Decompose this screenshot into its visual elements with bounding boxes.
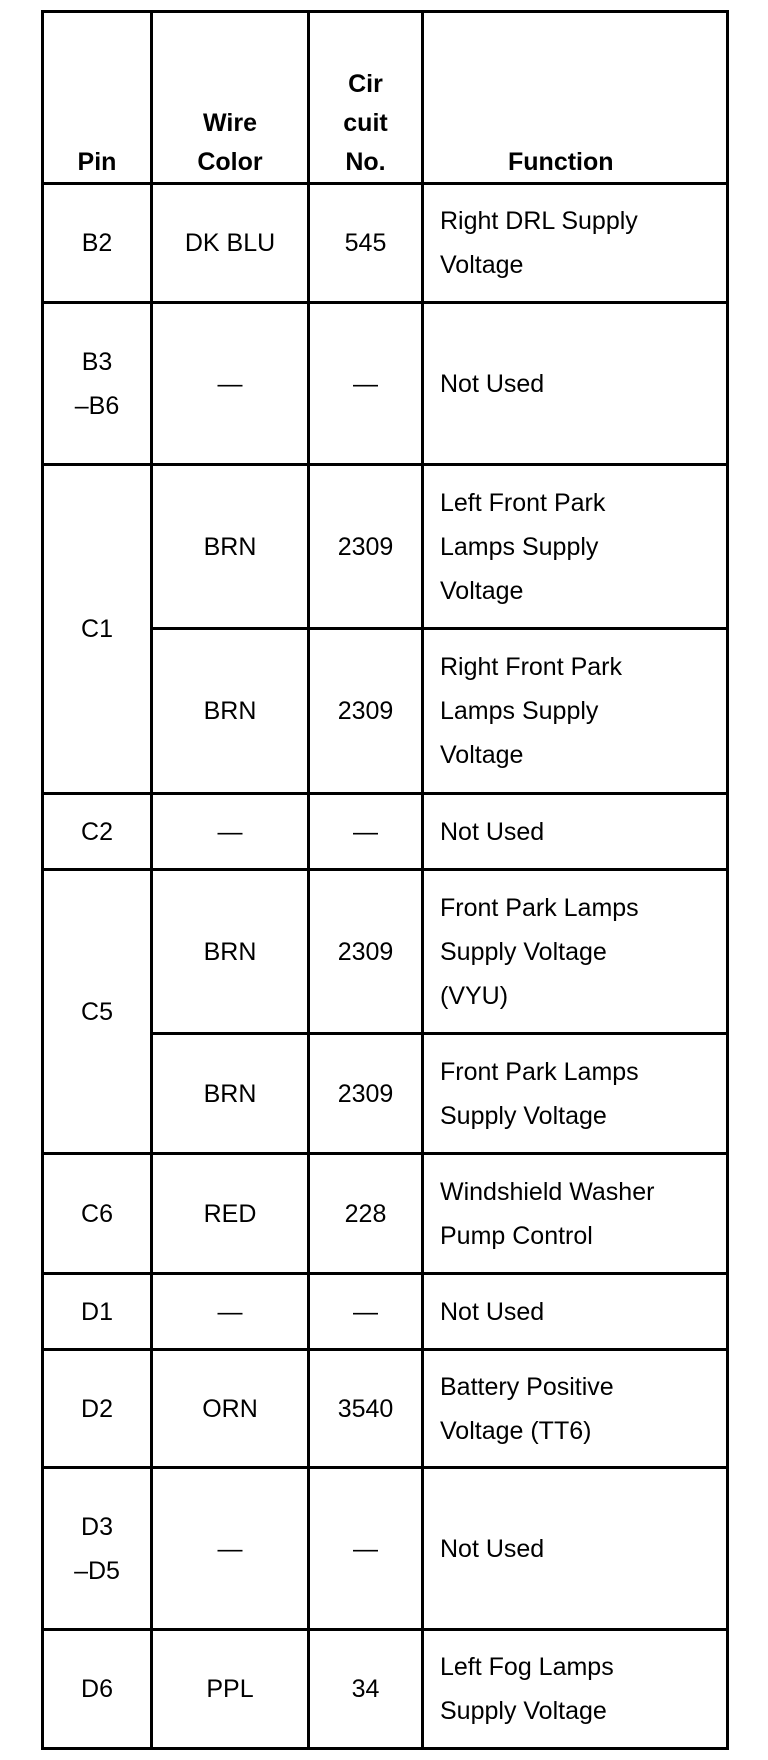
header-pin-text: Pin [77, 148, 117, 176]
wire-color-cell: BRN [152, 465, 309, 629]
pin-cell [43, 870, 152, 1154]
wire-color-cell: — [152, 794, 309, 870]
table-row [43, 1468, 728, 1630]
circuit-cell: 3540 [309, 1350, 423, 1468]
pin-line: B3 [81, 347, 113, 376]
circuit-cell: 545 [309, 184, 423, 303]
function-line: Front Park Lamps [440, 893, 639, 922]
pin-line: D1 [81, 1297, 113, 1326]
header-row [43, 12, 728, 184]
function-cell [423, 184, 728, 303]
header-circuit-line: cuit [343, 109, 388, 137]
table-row [43, 1350, 728, 1468]
function-line: Right Front Park [440, 653, 623, 681]
header-pin [43, 12, 152, 184]
function-line: Pump Control [440, 1221, 593, 1250]
function-line: Windshield Washer [440, 1177, 655, 1206]
table-row [43, 184, 728, 303]
table-row [43, 1274, 728, 1350]
function-line: Battery Positive [440, 1372, 614, 1401]
pin-line: B2 [81, 229, 113, 257]
function-line: Not Used [440, 1534, 545, 1563]
function-line: Right DRL Supply [440, 207, 638, 235]
wire-color-cell: ORN [152, 1350, 309, 1468]
table-row [43, 303, 728, 465]
function-cell [423, 1154, 728, 1274]
pin-line: D6 [81, 1675, 113, 1703]
header-wire-color [152, 12, 309, 184]
pin-line: D2 [81, 1394, 113, 1423]
pin-cell [43, 1350, 152, 1468]
pin-line: –D5 [74, 1556, 120, 1585]
pin-cell [43, 1154, 152, 1274]
pin-cell [43, 1468, 152, 1630]
function-line: Not Used [440, 369, 545, 398]
circuit-cell: 34 [309, 1630, 423, 1749]
pin-cell [43, 184, 152, 303]
pin-cell [43, 1274, 152, 1350]
wire-color-cell: — [152, 1274, 309, 1350]
circuit-cell: 2309 [309, 1034, 423, 1154]
function-cell [423, 303, 728, 465]
function-line: Not Used [440, 817, 545, 846]
header-wire-color-line: Wire [203, 109, 257, 137]
pin-cell [43, 465, 152, 794]
table-row [43, 1154, 728, 1274]
function-line: Lamps Supply [440, 532, 599, 561]
function-cell [423, 629, 728, 794]
pin-line: C1 [81, 615, 113, 643]
table-row [43, 870, 728, 1034]
header-circuit-line: Cir [348, 70, 383, 98]
function-cell [423, 794, 728, 870]
table-row [43, 794, 728, 870]
function-line: Supply Voltage [440, 937, 607, 966]
wire-color-cell: BRN [152, 870, 309, 1034]
function-line: Not Used [440, 1297, 545, 1326]
function-cell [423, 1350, 728, 1468]
pin-line: C2 [81, 817, 113, 846]
function-cell [423, 1274, 728, 1350]
table-row [43, 1630, 728, 1749]
wire-color-cell: DK BLU [152, 184, 309, 303]
circuit-cell: 2309 [309, 629, 423, 794]
wire-color-cell: BRN [152, 1034, 309, 1154]
wire-color-cell: PPL [152, 1630, 309, 1749]
wire-color-cell: — [152, 1468, 309, 1630]
circuit-cell: 228 [309, 1154, 423, 1274]
function-line: Voltage [440, 741, 524, 769]
function-line: Supply Voltage [440, 1101, 607, 1130]
function-line: Voltage [440, 576, 524, 605]
header-function [423, 12, 728, 184]
function-line: Lamps Supply [440, 697, 599, 725]
circuit-cell: 2309 [309, 870, 423, 1034]
pin-line: D3 [81, 1512, 113, 1541]
function-line: Voltage (TT6) [440, 1416, 592, 1445]
pin-cell [43, 303, 152, 465]
pin-line: –B6 [74, 391, 120, 420]
header-circuit-line: No. [345, 148, 386, 176]
pin-cell [43, 794, 152, 870]
function-line: Left Fog Lamps [440, 1653, 614, 1681]
connector-pinout-table [41, 10, 729, 1750]
function-cell [423, 870, 728, 1034]
wire-color-cell: BRN [152, 629, 309, 794]
function-cell [423, 1034, 728, 1154]
function-line: Voltage [440, 251, 524, 279]
pin-line: C5 [81, 997, 113, 1026]
function-line: Supply Voltage [440, 1697, 607, 1725]
circuit-cell: — [309, 303, 423, 465]
circuit-cell: 2309 [309, 465, 423, 629]
circuit-cell: — [309, 1274, 423, 1350]
header-function-text: Function [508, 148, 614, 176]
wire-color-cell: — [152, 303, 309, 465]
wire-color-cell: RED [152, 1154, 309, 1274]
function-line: Front Park Lamps [440, 1057, 639, 1086]
table-row [43, 465, 728, 629]
circuit-cell: — [309, 1468, 423, 1630]
circuit-cell: — [309, 794, 423, 870]
pin-line: C6 [81, 1199, 113, 1228]
function-cell [423, 1468, 728, 1630]
header-circuit-number [309, 12, 423, 184]
function-cell [423, 1630, 728, 1749]
function-line: Left Front Park [440, 488, 606, 517]
header-wire-color-line: Color [197, 148, 263, 176]
function-cell [423, 465, 728, 629]
function-line: (VYU) [440, 981, 509, 1010]
pin-cell [43, 1630, 152, 1749]
